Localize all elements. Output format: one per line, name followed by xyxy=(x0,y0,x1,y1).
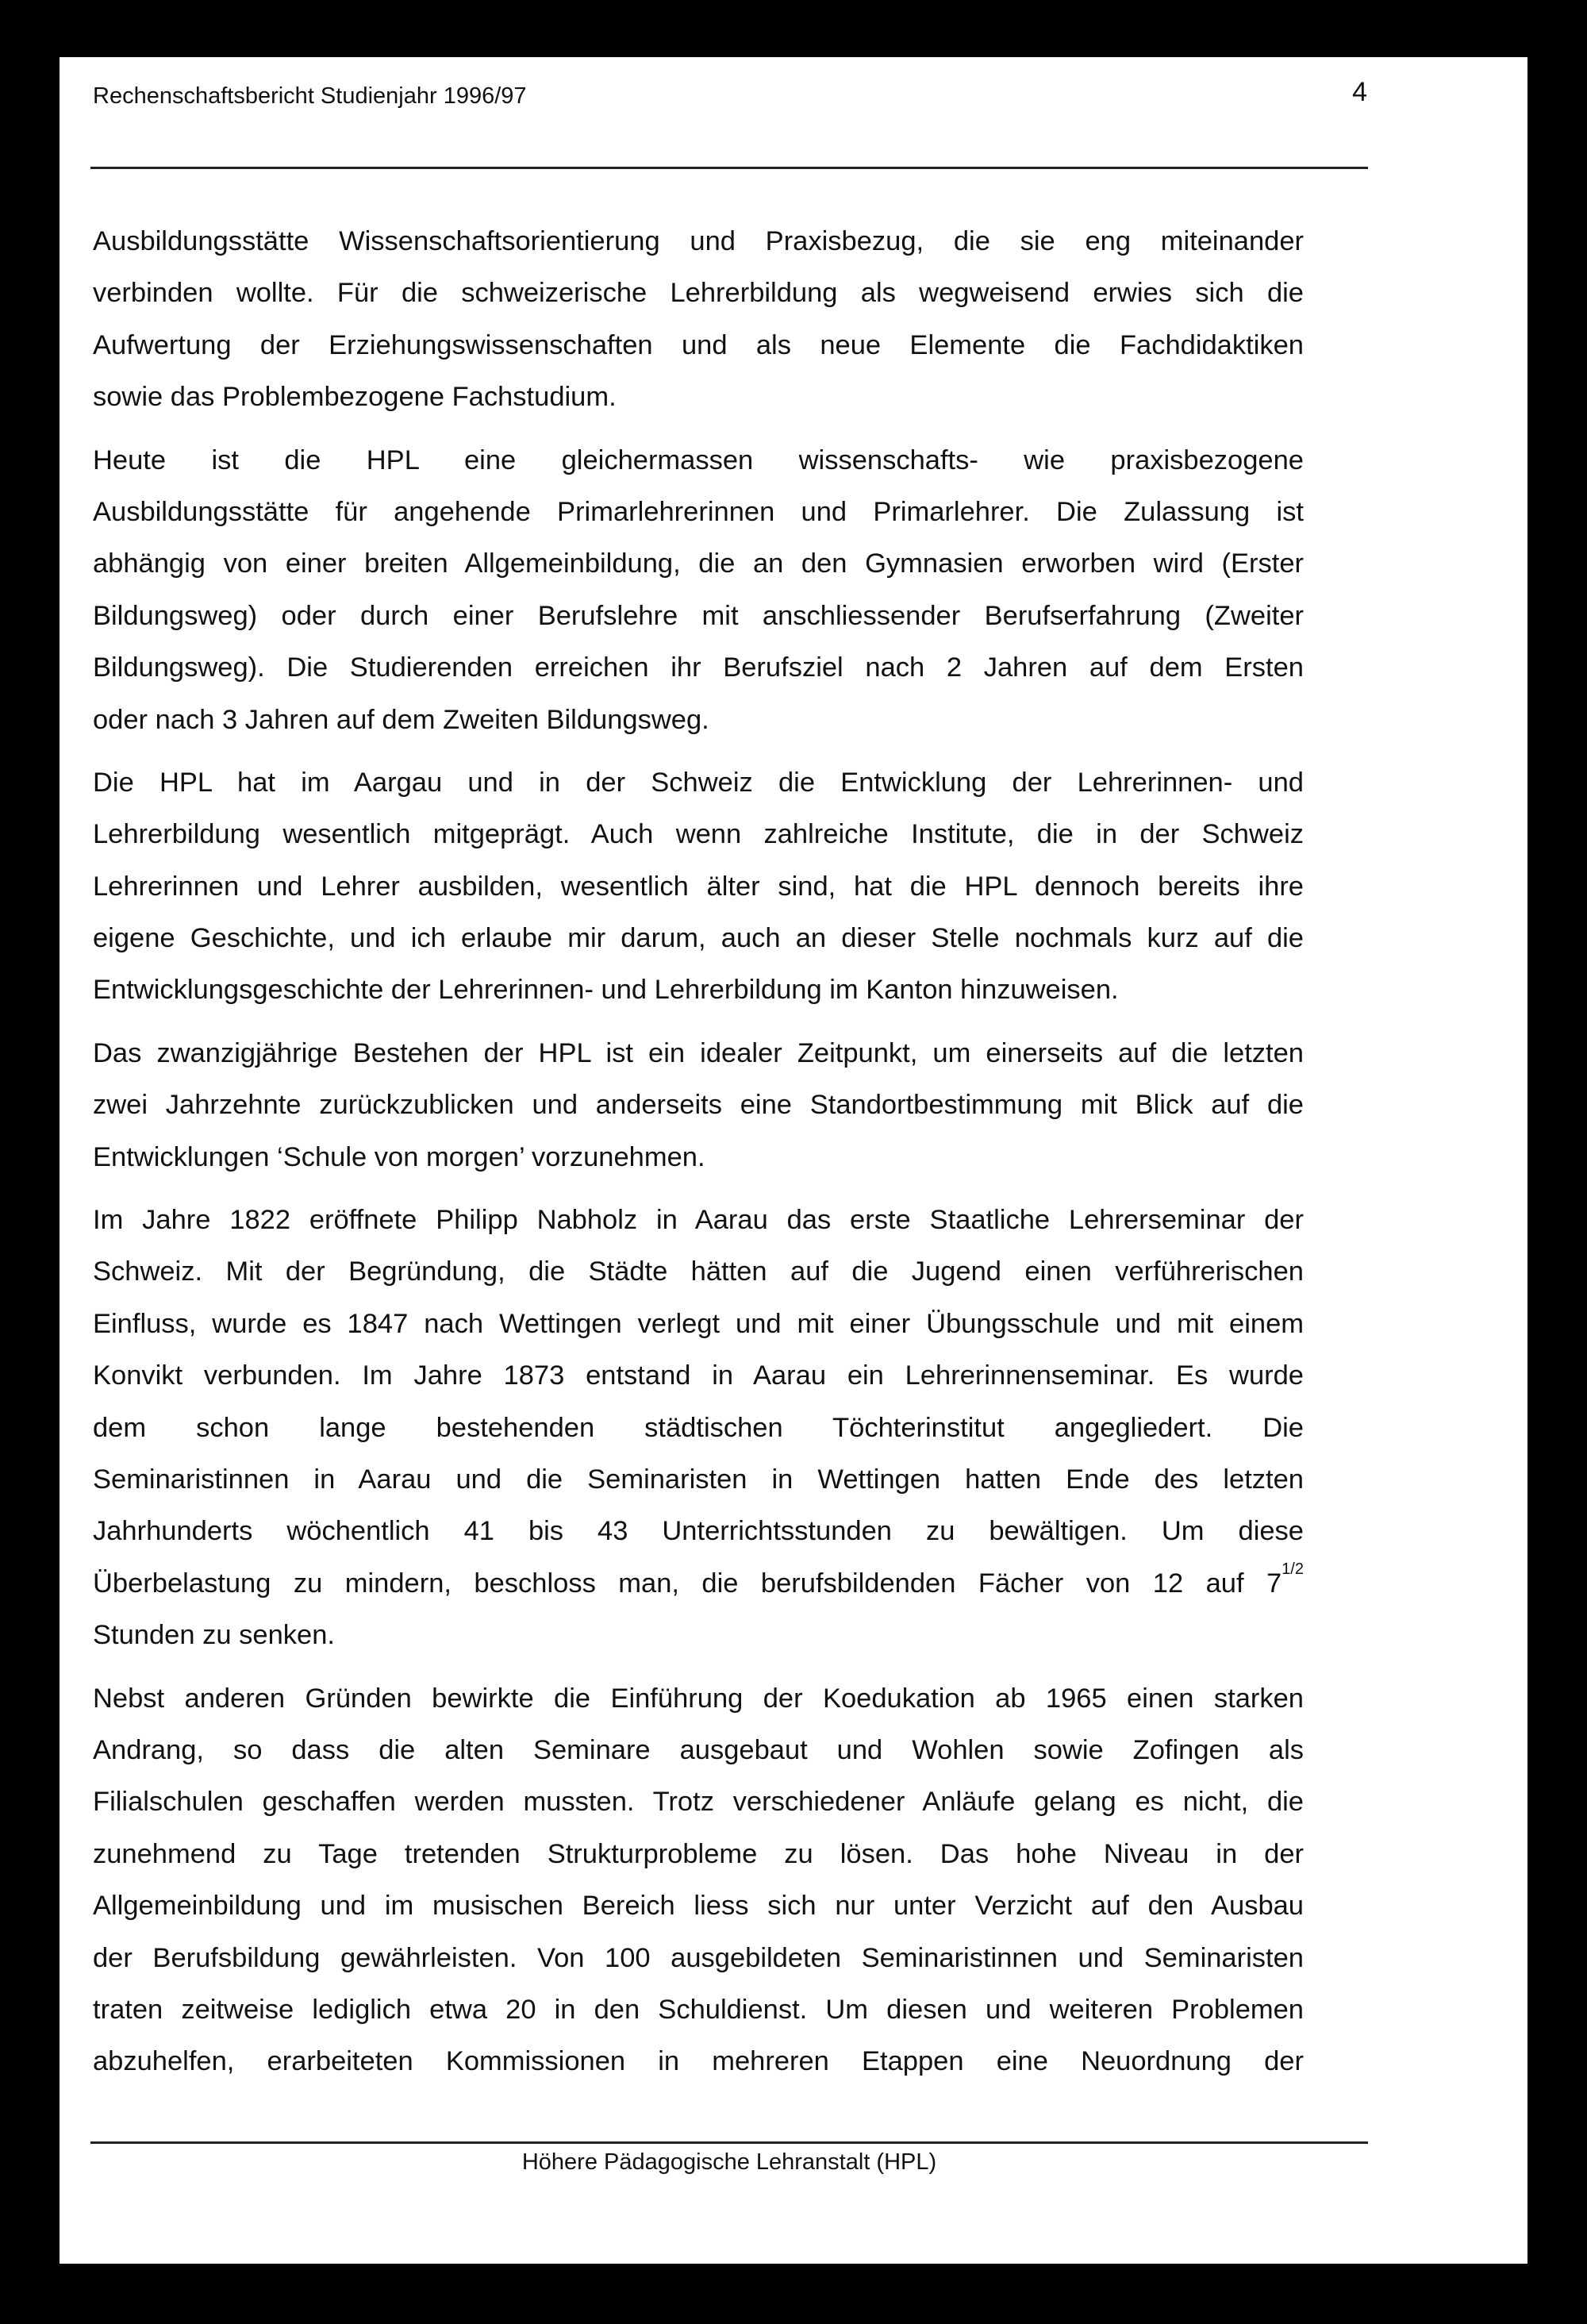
line-text: zwei Jahrzehnte zurückzublicken und anderseits eine Standortbestimmung mit Blick auf die xyxy=(93,1090,1304,1121)
text-line xyxy=(93,320,1304,371)
text-line xyxy=(93,1933,1304,1984)
line-text: Entwicklungsgeschichte der Lehrerinnen- und Lehrerbildung im Kanton hinzuweisen. xyxy=(93,975,1119,1006)
paragraph xyxy=(93,757,1304,1017)
line-text: zunehmend zu Tage tretenden Strukturprobleme zu lösen. Das hohe Niveau in der xyxy=(93,1838,1304,1869)
text-line xyxy=(93,1776,1304,1828)
text-line xyxy=(93,1673,1304,1725)
header-rule xyxy=(90,167,1368,169)
line-text: Heute ist die HPL eine gleichermassen wissenschafts- wie praxisbezogene xyxy=(93,444,1304,475)
text-line xyxy=(93,1028,1304,1079)
line-text: abhängig von einer breiten Allgemeinbildung, die an den Gymnasien erworben wird (Erster xyxy=(93,548,1304,579)
line-text: Einfluss, wurde es 1847 nach Wettingen verlegt und mit einer Übungsschule und mit einem xyxy=(93,1308,1304,1339)
line-text: Entwicklungen ‘Schule von morgen’ vorzunehmen. xyxy=(93,1141,705,1172)
text-line xyxy=(93,1299,1304,1350)
text-line xyxy=(93,1246,1304,1298)
text-line xyxy=(93,1350,1304,1402)
text-line xyxy=(93,642,1304,694)
text-line xyxy=(93,1725,1304,1776)
line-text: Schweiz. Mit der Begründung, die Städte hätten auf die Jugend einen verführerischen xyxy=(93,1256,1304,1287)
line-text: Filialschulen geschaffen werden mussten. Trotz verschiedener Anläufe gelang es nicht, die xyxy=(93,1787,1304,1818)
line-text: Ausbildungsstätte für angehende Primarlehrerinnen und Primarlehrer. Die Zulassung ist xyxy=(93,496,1304,527)
line-text: Konvikt verbunden. Im Jahre 1873 entstand in Aarau ein Lehrerinnenseminar. Es wurde xyxy=(93,1360,1304,1391)
text-line xyxy=(93,1079,1304,1131)
text-line xyxy=(93,1984,1304,2036)
line-text: Die HPL hat im Aargau und in der Schweiz die Entwicklung der Lehrerinnen- und xyxy=(93,767,1304,798)
text-line xyxy=(93,1506,1304,1557)
text-line xyxy=(93,964,1304,1016)
text-line xyxy=(93,2036,1304,2087)
text-line xyxy=(93,757,1304,809)
text-line xyxy=(93,809,1304,860)
line-text: Das zwanzigjährige Bestehen der HPL ist ein idealer Zeitpunkt, um einerseits auf die letzten xyxy=(93,1037,1304,1068)
text-line xyxy=(93,435,1304,487)
text-line xyxy=(93,861,1304,913)
paragraph xyxy=(93,435,1304,746)
text-line xyxy=(93,1558,1304,1610)
line-text: Andrang, so dass die alten Seminare ausgebaut und Wohlen sowie Zofingen als xyxy=(93,1734,1304,1765)
page-footer: Höhere Pädagogische Lehranstalt (HPL) xyxy=(521,2149,937,2175)
line-text: oder nach 3 Jahren auf dem Zweiten Bildungsweg. xyxy=(93,704,709,735)
text-line xyxy=(93,695,1304,746)
text-line xyxy=(93,538,1304,590)
superscript-fraction: 1/2 xyxy=(1282,1560,1304,1578)
paragraph xyxy=(93,1673,1304,2088)
line-text: Jahrhunderts wöchentlich 41 bis 43 Unterrichtsstunden zu bewältigen. Um diese xyxy=(93,1516,1304,1547)
text-line xyxy=(93,216,1304,267)
text-line xyxy=(93,1829,1304,1880)
header-title: Rechenschaftsbericht Studienjahr 1996/97 xyxy=(93,83,527,109)
line-text: Bildungsweg) oder durch einer Berufslehre mit anschliessender Berufserfahrung (Zweiter xyxy=(93,600,1304,631)
line-text: Im Jahre 1822 eröffnete Philipp Nabholz in Aarau das erste Staatliche Lehrerseminar der xyxy=(93,1205,1304,1236)
line-text: Bildungsweg). Die Studierenden erreichen ihr Berufsziel nach 2 Jahren auf dem Ersten xyxy=(93,652,1304,683)
line-text: Stunden zu senken. xyxy=(93,1620,335,1651)
text-line xyxy=(93,591,1304,642)
page-number: 4 xyxy=(1352,77,1367,107)
line-text: Überbelastung zu mindern, beschloss man, die berufsbildenden Fächer von 12 auf 7 xyxy=(93,1568,1282,1599)
text-line xyxy=(93,267,1304,319)
line-text: abzuhelfen, erarbeiteten Kommissionen in mehreren Etappen eine Neuordnung der xyxy=(93,2046,1304,2077)
page-header xyxy=(93,78,1367,110)
line-text: dem schon lange bestehenden städtischen Töchterinstitut angegliedert. Die xyxy=(93,1412,1304,1443)
line-text: Ausbildungsstätte Wissenschaftsorientierung und Praxisbezug, die sie eng miteinander xyxy=(93,226,1304,256)
paragraph xyxy=(93,1195,1304,1662)
text-line xyxy=(93,1880,1304,1932)
text-line xyxy=(93,371,1304,423)
line-text: Lehrerinnen und Lehrer ausbilden, wesentlich älter sind, hat die HPL dennoch bereits ihre xyxy=(93,871,1304,902)
text-line xyxy=(93,1454,1304,1506)
body-text xyxy=(93,216,1304,2099)
line-text: Lehrerbildung wesentlich mitgeprägt. Auch wenn zahlreiche Institute, die in der Schweiz xyxy=(93,819,1304,850)
line-text: eigene Geschichte, und ich erlaube mir darum, auch an dieser Stelle nochmals kurz auf die xyxy=(93,923,1304,954)
text-line xyxy=(93,1402,1304,1454)
paragraph xyxy=(93,1028,1304,1183)
line-text: der Berufsbildung gewährleisten. Von 100 ausgebildeten Seminaristinnen und Seminaristen xyxy=(93,1942,1304,1973)
line-text: Allgemeinbildung und im musischen Bereich liess sich nur unter Verzicht auf den Ausbau xyxy=(93,1891,1304,1922)
text-line xyxy=(93,1132,1304,1183)
paragraph xyxy=(93,216,1304,424)
line-text: Nebst anderen Gründen bewirkte die Einführung der Koedukation ab 1965 einen starken xyxy=(93,1683,1304,1714)
footer-rule xyxy=(90,2141,1368,2144)
line-text: Seminaristinnen in Aarau und die Seminaristen in Wettingen hatten Ende des letzten xyxy=(93,1464,1304,1495)
text-line xyxy=(93,1195,1304,1246)
line-text: traten zeitweise lediglich etwa 20 in den Schuldienst. Um diesen und weiteren Problemen xyxy=(93,1994,1304,2025)
text-line xyxy=(93,1610,1304,1661)
text-line xyxy=(93,913,1304,964)
text-line xyxy=(93,487,1304,538)
line-text: verbinden wollte. Für die schweizerische Lehrerbildung als wegweisend erwies sich die xyxy=(93,278,1304,309)
line-text: sowie das Problembezogene Fachstudium. xyxy=(93,382,617,413)
line-text: Aufwertung der Erziehungswissenschaften und als neue Elemente die Fachdidaktiken xyxy=(93,329,1304,360)
